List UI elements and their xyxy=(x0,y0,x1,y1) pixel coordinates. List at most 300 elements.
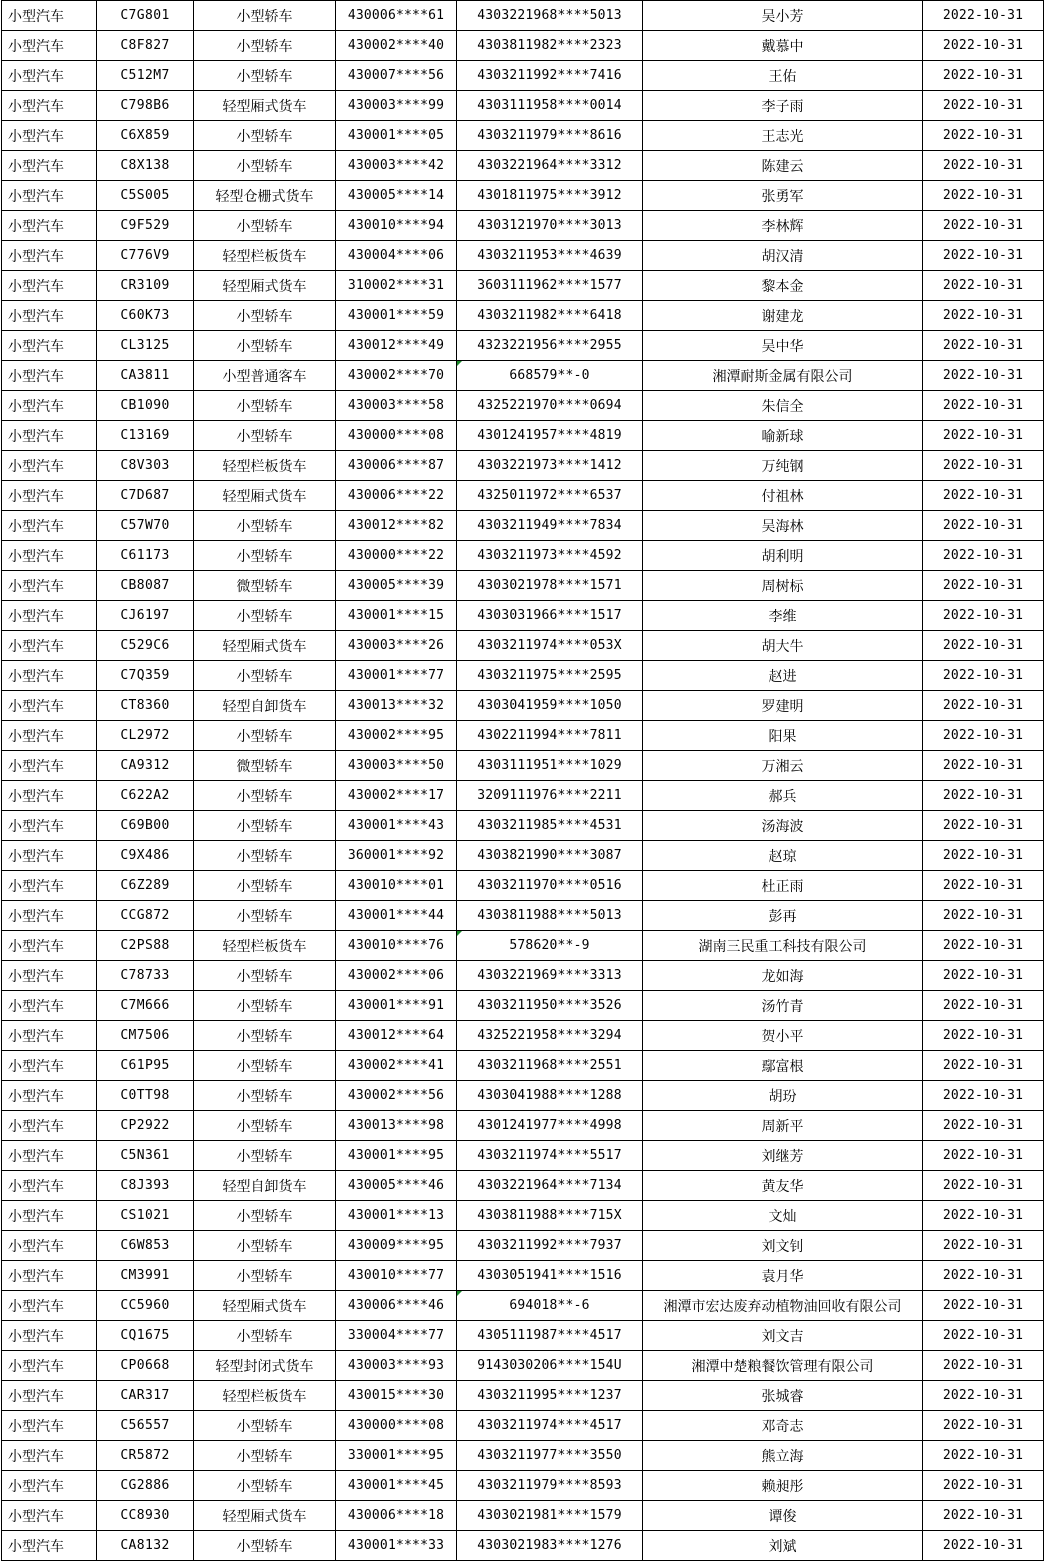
cell-text: 2022-10-31 xyxy=(942,188,1024,203)
category-cell xyxy=(2,1201,97,1231)
owner-cell xyxy=(643,271,923,301)
plate-cell xyxy=(97,1291,194,1321)
cell-text: CG2886 xyxy=(120,1478,170,1493)
plate-cell xyxy=(97,361,194,391)
plate-cell xyxy=(97,1381,194,1411)
cell-text: 2022-10-31 xyxy=(942,698,1024,713)
id-a-cell xyxy=(336,541,457,571)
cell-text: 430006****46 xyxy=(347,1298,445,1313)
category-cell xyxy=(2,781,97,811)
cell-text: C8J393 xyxy=(120,1178,170,1193)
cell-text: 430006****18 xyxy=(347,1508,445,1523)
cell-text: 付祖林 xyxy=(761,488,804,505)
owner-cell xyxy=(643,121,923,151)
date-cell xyxy=(923,271,1044,301)
cell-text: 430002****40 xyxy=(347,38,445,53)
table-row xyxy=(2,961,1044,991)
category-cell xyxy=(2,271,97,301)
category-cell xyxy=(2,661,97,691)
category-cell xyxy=(2,1501,97,1531)
cell-text: 4303211979****8616 xyxy=(477,128,622,143)
vehicle-type-cell xyxy=(194,751,336,781)
vehicle-type-cell xyxy=(194,31,336,61)
table-row xyxy=(2,931,1044,961)
table-row xyxy=(2,781,1044,811)
vehicle-type-cell xyxy=(194,931,336,961)
owner-cell xyxy=(643,31,923,61)
vehicle-type-cell xyxy=(194,1381,336,1411)
cell-text: 王志光 xyxy=(761,128,804,145)
id-a-cell xyxy=(336,691,457,721)
cell-text: 周树标 xyxy=(761,578,804,595)
cell-text: 小型轿车 xyxy=(236,518,293,535)
cell-text: 4303121970****3013 xyxy=(477,218,622,233)
cell-text: 430012****82 xyxy=(347,518,445,533)
vehicle-type-cell xyxy=(194,391,336,421)
category-cell xyxy=(2,1171,97,1201)
cell-text: 轻型栏板货车 xyxy=(222,938,307,955)
cell-text: 小型轿车 xyxy=(236,1268,293,1285)
cell-text: C622A2 xyxy=(120,788,170,803)
cell-text: 小型轿车 xyxy=(236,1478,293,1495)
id-b-cell xyxy=(457,511,643,541)
cell-text: 轻型仓栅式货车 xyxy=(215,188,314,205)
date-cell xyxy=(923,1,1044,31)
date-cell xyxy=(923,661,1044,691)
cell-text: 2022-10-31 xyxy=(942,1028,1024,1043)
cell-text: 2022-10-31 xyxy=(942,788,1024,803)
table-row xyxy=(2,541,1044,571)
cell-text: 430001****33 xyxy=(347,1538,445,1553)
cell-text: 小型轿车 xyxy=(236,1028,293,1045)
cell-text: 小型汽车 xyxy=(8,998,64,1015)
cell-text: 9143030206****154U xyxy=(477,1358,622,1373)
owner-cell xyxy=(643,211,923,241)
cell-text: 轻型厢式货车 xyxy=(222,488,307,505)
table-row xyxy=(2,1351,1044,1381)
cell-text: 4303111958****0014 xyxy=(477,98,622,113)
id-a-cell xyxy=(336,1471,457,1501)
id-a-cell xyxy=(336,991,457,1021)
cell-text: 小型轿车 xyxy=(236,1538,293,1555)
plate-cell xyxy=(97,1081,194,1111)
owner-cell xyxy=(643,1051,923,1081)
cell-text: 胡玢 xyxy=(768,1088,797,1105)
id-b-cell xyxy=(457,481,643,511)
id-b-cell xyxy=(457,1351,643,1381)
table-row xyxy=(2,811,1044,841)
id-a-cell xyxy=(336,751,457,781)
cell-text: 小型汽车 xyxy=(8,698,64,715)
cell-text: CCG872 xyxy=(120,908,170,923)
cell-text: 小型轿车 xyxy=(236,998,293,1015)
cell-text: 小型轿车 xyxy=(236,1058,293,1075)
table-row xyxy=(2,1231,1044,1261)
cell-text: 彭再 xyxy=(768,908,797,925)
cell-text: 吴中华 xyxy=(761,338,804,355)
category-cell xyxy=(2,391,97,421)
cell-text: 4303821990****3087 xyxy=(477,848,622,863)
cell-text: 小型汽车 xyxy=(8,1118,64,1135)
owner-cell xyxy=(643,481,923,511)
cell-text: 430015****30 xyxy=(347,1388,445,1403)
owner-cell xyxy=(643,361,923,391)
owner-cell xyxy=(643,301,923,331)
id-b-cell xyxy=(457,31,643,61)
cell-text: C5N361 xyxy=(120,1148,170,1163)
cell-text: 4303221973****1412 xyxy=(477,458,622,473)
cell-text: 4303221964****7134 xyxy=(477,1178,622,1193)
cell-text: 小型轿车 xyxy=(236,788,293,805)
owner-cell xyxy=(643,1381,923,1411)
cell-text: 小型汽车 xyxy=(8,878,64,895)
date-cell xyxy=(923,721,1044,751)
cell-text: 赵琼 xyxy=(768,848,797,865)
cell-text: C798B6 xyxy=(120,98,170,113)
cell-text: 小型汽车 xyxy=(8,158,64,175)
plate-cell xyxy=(97,481,194,511)
cell-text: 小型轿车 xyxy=(236,1208,293,1225)
id-a-cell xyxy=(336,631,457,661)
id-b-cell xyxy=(457,781,643,811)
id-b-cell xyxy=(457,721,643,751)
plate-cell xyxy=(97,1,194,31)
cell-text: 2022-10-31 xyxy=(942,1418,1024,1433)
cell-text: 4303021981****1579 xyxy=(477,1508,622,1523)
plate-cell xyxy=(97,541,194,571)
owner-cell xyxy=(643,1231,923,1261)
category-cell xyxy=(2,931,97,961)
owner-cell xyxy=(643,901,923,931)
plate-cell xyxy=(97,271,194,301)
date-cell xyxy=(923,331,1044,361)
cell-text: 胡大牛 xyxy=(761,638,804,655)
cell-text: 430007****56 xyxy=(347,68,445,83)
cell-text: 430003****93 xyxy=(347,1358,445,1373)
id-b-cell xyxy=(457,1051,643,1081)
cell-text: C6Z289 xyxy=(120,878,170,893)
cell-text: 430003****50 xyxy=(347,758,445,773)
vehicle-type-cell xyxy=(194,1141,336,1171)
owner-cell xyxy=(643,1081,923,1111)
table-row xyxy=(2,61,1044,91)
cell-text: CM7506 xyxy=(120,1028,170,1043)
cell-text: 2022-10-31 xyxy=(942,878,1024,893)
cell-text: 4303211970****0516 xyxy=(477,878,622,893)
vehicle-type-cell xyxy=(194,1021,336,1051)
vehicle-type-cell xyxy=(194,361,336,391)
cell-text: 小型汽车 xyxy=(8,1028,64,1045)
id-b-cell xyxy=(457,1381,643,1411)
cell-text: 小型轿车 xyxy=(236,968,293,985)
category-cell xyxy=(2,361,97,391)
id-a-cell xyxy=(336,1111,457,1141)
id-b-cell xyxy=(457,1321,643,1351)
table-row xyxy=(2,91,1044,121)
cell-text: 430012****49 xyxy=(347,338,445,353)
owner-cell xyxy=(643,1321,923,1351)
cell-text: 杜正雨 xyxy=(761,878,804,895)
cell-text: CAR317 xyxy=(120,1388,170,1403)
id-b-cell xyxy=(457,991,643,1021)
cell-text: CQ1675 xyxy=(120,1328,170,1343)
cell-text: 赖昶彤 xyxy=(761,1478,804,1495)
cell-text: 轻型自卸货车 xyxy=(222,1178,307,1195)
owner-cell xyxy=(643,1351,923,1381)
cell-text: 694018**-6 xyxy=(509,1298,590,1313)
owner-cell xyxy=(643,61,923,91)
cell-text: 430001****59 xyxy=(347,308,445,323)
cell-text: 张城睿 xyxy=(761,1388,804,1405)
plate-cell xyxy=(97,331,194,361)
plate-cell xyxy=(97,691,194,721)
id-a-cell xyxy=(336,91,457,121)
cell-text: 4303211977****3550 xyxy=(477,1448,622,1463)
category-cell xyxy=(2,181,97,211)
cell-text: C13169 xyxy=(120,428,170,443)
vehicle-type-cell xyxy=(194,991,336,1021)
owner-cell xyxy=(643,601,923,631)
cell-text: 4303211974****053X xyxy=(477,638,622,653)
cell-text: 小型汽车 xyxy=(8,638,64,655)
table-row xyxy=(2,691,1044,721)
error-flag-icon xyxy=(457,361,462,366)
date-cell xyxy=(923,481,1044,511)
owner-cell xyxy=(643,1291,923,1321)
id-b-cell xyxy=(457,121,643,151)
cell-text: CB1090 xyxy=(120,398,170,413)
table-row xyxy=(2,331,1044,361)
cell-text: 小型轿车 xyxy=(236,8,293,25)
category-cell xyxy=(2,721,97,751)
vehicle-type-cell xyxy=(194,871,336,901)
plate-cell xyxy=(97,721,194,751)
date-cell xyxy=(923,961,1044,991)
owner-cell xyxy=(643,1261,923,1291)
cell-text: C60K73 xyxy=(120,308,170,323)
owner-cell xyxy=(643,451,923,481)
cell-text: 戴慕中 xyxy=(761,38,804,55)
cell-text: 小型汽车 xyxy=(8,398,64,415)
id-a-cell xyxy=(336,1441,457,1471)
cell-text: 430001****77 xyxy=(347,668,445,683)
date-cell xyxy=(923,691,1044,721)
vehicle-type-cell xyxy=(194,961,336,991)
cell-text: 小型轿车 xyxy=(236,818,293,835)
id-a-cell xyxy=(336,1171,457,1201)
cell-text: 4303211974****4517 xyxy=(477,1418,622,1433)
cell-text: 小型汽车 xyxy=(8,1268,64,1285)
table-row xyxy=(2,751,1044,781)
owner-cell xyxy=(643,91,923,121)
date-cell xyxy=(923,1081,1044,1111)
id-b-cell xyxy=(457,571,643,601)
cell-text: C6X859 xyxy=(120,128,170,143)
id-b-cell xyxy=(457,601,643,631)
cell-text: CP2922 xyxy=(120,1118,170,1133)
plate-cell xyxy=(97,1261,194,1291)
cell-text: CC8930 xyxy=(120,1508,170,1523)
table-row xyxy=(2,901,1044,931)
id-a-cell xyxy=(336,1141,457,1171)
id-b-cell xyxy=(457,241,643,271)
plate-cell xyxy=(97,451,194,481)
id-b-cell xyxy=(457,1021,643,1051)
date-cell xyxy=(923,181,1044,211)
cell-text: 430001****44 xyxy=(347,908,445,923)
cell-text: 轻型栏板货车 xyxy=(222,248,307,265)
cell-text: 4303211968****2551 xyxy=(477,1058,622,1073)
id-b-cell xyxy=(457,1501,643,1531)
date-cell xyxy=(923,931,1044,961)
cell-text: 4303211949****7834 xyxy=(477,518,622,533)
cell-text: C0TT98 xyxy=(120,1088,170,1103)
cell-text: CB8087 xyxy=(120,578,170,593)
id-b-cell xyxy=(457,421,643,451)
id-a-cell xyxy=(336,901,457,931)
cell-text: 小型汽车 xyxy=(8,848,64,865)
id-a-cell xyxy=(336,781,457,811)
id-b-cell xyxy=(457,361,643,391)
cell-text: 430002****06 xyxy=(347,968,445,983)
id-a-cell xyxy=(336,1381,457,1411)
id-b-cell xyxy=(457,961,643,991)
cell-text: 小型汽车 xyxy=(8,1238,64,1255)
cell-text: 2022-10-31 xyxy=(942,518,1024,533)
cell-text: 430010****76 xyxy=(347,938,445,953)
table-row xyxy=(2,1171,1044,1201)
date-cell xyxy=(923,1471,1044,1501)
id-b-cell xyxy=(457,1441,643,1471)
owner-cell xyxy=(643,541,923,571)
cell-text: CT8360 xyxy=(120,698,170,713)
category-cell xyxy=(2,691,97,721)
vehicle-type-cell xyxy=(194,121,336,151)
vehicle-type-cell xyxy=(194,421,336,451)
vehicle-type-cell xyxy=(194,1321,336,1351)
vehicle-type-cell xyxy=(194,1,336,31)
cell-text: 430010****77 xyxy=(347,1268,445,1283)
id-a-cell xyxy=(336,1051,457,1081)
cell-text: 2022-10-31 xyxy=(942,368,1024,383)
cell-text: 小型汽车 xyxy=(8,1508,64,1525)
cell-text: CM3991 xyxy=(120,1268,170,1283)
cell-text: 2022-10-31 xyxy=(942,608,1024,623)
cell-text: 小型轿车 xyxy=(236,1328,293,1345)
cell-text: CC5960 xyxy=(120,1298,170,1313)
cell-text: CR3109 xyxy=(120,278,170,293)
error-flag-icon xyxy=(457,931,462,936)
cell-text: 4301811975****3912 xyxy=(477,188,622,203)
cell-text: C2PS88 xyxy=(120,938,170,953)
category-cell xyxy=(2,91,97,121)
id-b-cell xyxy=(457,1231,643,1261)
cell-text: 小型汽车 xyxy=(8,218,64,235)
plate-cell xyxy=(97,751,194,781)
id-a-cell xyxy=(336,31,457,61)
id-a-cell xyxy=(336,1351,457,1381)
id-a-cell xyxy=(336,841,457,871)
id-b-cell xyxy=(457,1141,643,1171)
cell-text: 小型轿车 xyxy=(236,1418,293,1435)
date-cell xyxy=(923,1321,1044,1351)
cell-text: 4323221956****2955 xyxy=(477,338,622,353)
id-b-cell xyxy=(457,61,643,91)
owner-cell xyxy=(643,391,923,421)
vehicle-type-cell xyxy=(194,901,336,931)
cell-text: 4303111951****1029 xyxy=(477,758,622,773)
cell-text: 430000****08 xyxy=(347,1418,445,1433)
cell-text: 2022-10-31 xyxy=(942,68,1024,83)
cell-text: 4302211994****7811 xyxy=(477,728,622,743)
id-a-cell xyxy=(336,871,457,901)
plate-cell xyxy=(97,1411,194,1441)
category-cell xyxy=(2,751,97,781)
cell-text: 4303051941****1516 xyxy=(477,1268,622,1283)
id-a-cell xyxy=(336,1081,457,1111)
vehicle-type-cell xyxy=(194,811,336,841)
cell-text: CA9312 xyxy=(120,758,170,773)
cell-text: 430001****43 xyxy=(347,818,445,833)
category-cell xyxy=(2,1021,97,1051)
vehicle-type-cell xyxy=(194,571,336,601)
cell-text: 4303811988****5013 xyxy=(477,908,622,923)
cell-text: 小型轿车 xyxy=(236,68,293,85)
cell-text: 2022-10-31 xyxy=(942,1478,1024,1493)
vehicle-type-cell xyxy=(194,1081,336,1111)
id-b-cell xyxy=(457,391,643,421)
vehicle-type-cell xyxy=(194,151,336,181)
cell-text: CS1021 xyxy=(120,1208,170,1223)
cell-text: 万湘云 xyxy=(761,758,804,775)
cell-text: 2022-10-31 xyxy=(942,278,1024,293)
cell-text: 2022-10-31 xyxy=(942,488,1024,503)
cell-text: CA3811 xyxy=(120,368,170,383)
cell-text: C61P95 xyxy=(120,1058,170,1073)
cell-text: 轻型厢式货车 xyxy=(222,1298,307,1315)
cell-text: 小型汽车 xyxy=(8,908,64,925)
plate-cell xyxy=(97,91,194,121)
cell-text: C69B00 xyxy=(120,818,170,833)
date-cell xyxy=(923,421,1044,451)
cell-text: 430004****06 xyxy=(347,248,445,263)
cell-text: 微型轿车 xyxy=(236,578,293,595)
cell-text: 黄友华 xyxy=(761,1178,804,1195)
plate-cell xyxy=(97,31,194,61)
vehicle-type-cell xyxy=(194,1111,336,1141)
vehicle-type-cell xyxy=(194,1171,336,1201)
category-cell xyxy=(2,601,97,631)
cell-text: 赵进 xyxy=(768,668,797,685)
category-cell xyxy=(2,1381,97,1411)
vehicle-type-cell xyxy=(194,1411,336,1441)
cell-text: 2022-10-31 xyxy=(942,398,1024,413)
cell-text: CL3125 xyxy=(120,338,170,353)
cell-text: 轻型封闭式货车 xyxy=(215,1358,314,1375)
vehicle-type-cell xyxy=(194,481,336,511)
vehicle-type-cell xyxy=(194,511,336,541)
plate-cell xyxy=(97,181,194,211)
date-cell xyxy=(923,211,1044,241)
cell-text: 小型汽车 xyxy=(8,128,64,145)
cell-text: 贺小平 xyxy=(761,1028,804,1045)
vehicle-type-cell xyxy=(194,691,336,721)
cell-text: 小型汽车 xyxy=(8,788,64,805)
id-b-cell xyxy=(457,901,643,931)
cell-text: 4303811982****2323 xyxy=(477,38,622,53)
cell-text: 邓奇志 xyxy=(761,1418,804,1435)
id-b-cell xyxy=(457,451,643,481)
